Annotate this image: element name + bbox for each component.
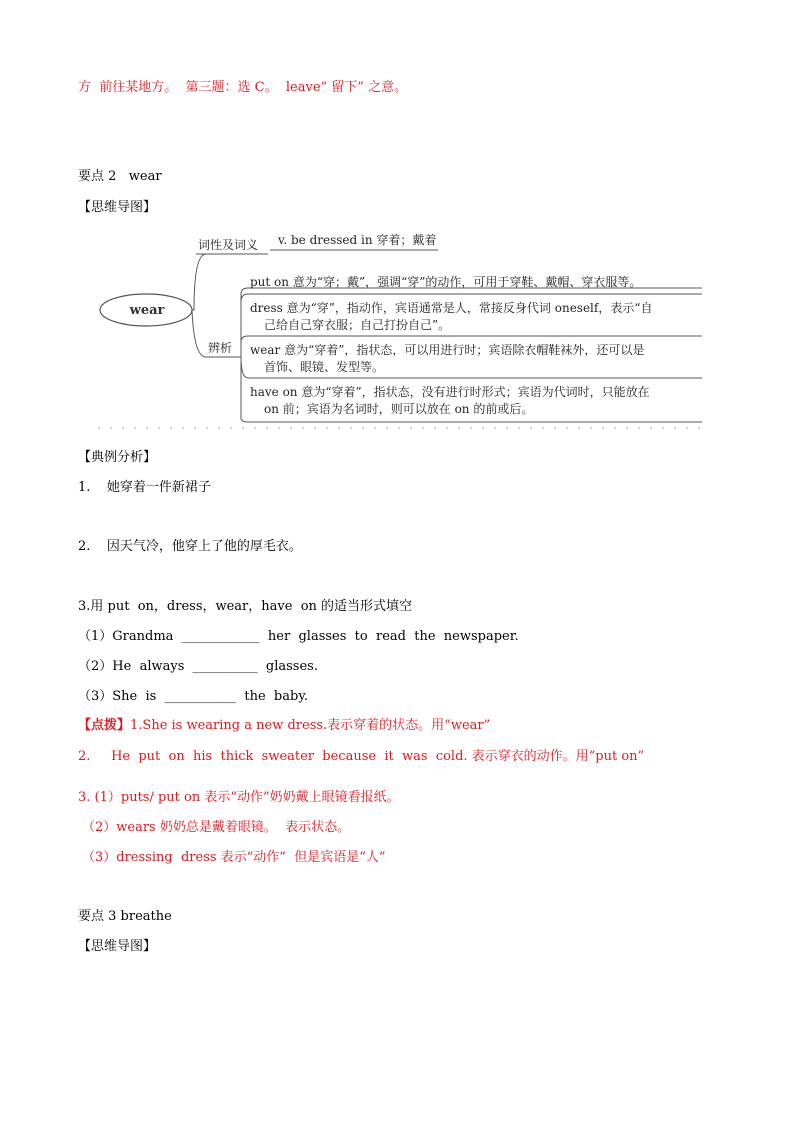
branch2-label: 辨析 <box>208 341 233 355</box>
example-q3-1: （1）Grandma ____________ her glasses to read the newspaper. <box>78 629 519 644</box>
item-wear-line2: 首饰、眼镜、发型等。 <box>264 360 385 374</box>
branch1-label: 词性及词义 <box>198 238 259 252</box>
top-answer-part2: 第三题：选 C。 <box>185 80 278 95</box>
tip-label: 【点拨】 <box>78 718 131 733</box>
example-q3-3: （3）She is ___________ the baby. <box>78 689 309 704</box>
example-q2: 2. 因天气冷，他穿上了他的厚毛衣。 <box>78 539 302 554</box>
answer-3: 3. (1）puts/ put on 表示“动作”奶奶戴上眼镜看报纸。 <box>78 790 400 805</box>
example-q3: 3.用 put on，dress，wear，have on 的适当形式填空 <box>78 599 413 614</box>
branch1-content: v. be dressed in 穿着；戴着 <box>278 233 437 247</box>
top-answer-part1: 方 前往某地方。 <box>78 80 178 95</box>
answer-3-3: （3）dressing dress 表示“动作” 但是宾语是“人” <box>82 850 386 865</box>
item-put-on-line1: put on 意为“穿；戴”，强调“穿”的动作，可用于穿鞋、戴帽、穿衣服等。 <box>250 275 642 289</box>
top-answer-part3: leave“ 留下” 之意。 <box>285 80 408 95</box>
top-answer-line <box>78 79 407 97</box>
item-have-on-line1: have on 意为“穿着”，指状态，没有进行时形式；宾语为代词时，只能放在 <box>250 385 650 399</box>
item-wear-line1: wear 意为“穿着”，指状态，可以用进行时；宾语除衣帽鞋袜外，还可以是 <box>250 343 645 357</box>
wear-mindmap <box>98 232 704 432</box>
branch1-connector <box>192 254 206 310</box>
answer-1-line <box>78 717 490 735</box>
example-q3-2: （2）He always __________ glasses. <box>78 659 318 674</box>
answer-1: 1.She is wearing a new dress.表示穿着的状态。用“wear” <box>130 718 491 733</box>
item-have-on-line2: on 前；宾语为名词时，则可以放在 on 的前或后。 <box>264 402 534 416</box>
section-2-title: 要点 2 wear <box>78 169 162 184</box>
mindmap-center-label: wear <box>129 303 165 318</box>
branch2-connector <box>192 310 206 357</box>
section-3-mindmap-label: 【思维导图】 <box>78 939 157 954</box>
section-3-title: 要点 3 breathe <box>78 909 172 924</box>
example-q1: 1. 她穿着一件新裙子 <box>78 480 211 495</box>
item-dress-line2: 己给自己穿衣服；自己打扮自己”。 <box>264 318 451 332</box>
examples-heading: 【典例分析】 <box>78 450 157 465</box>
item-dress-line1: dress 意为“穿”，指动作，宾语通常是人，常接反身代词 oneself，表示“自 <box>250 301 653 315</box>
answer-2: 2. He put on his thick sweater because it was cold. 表示穿衣的动作。用“put on” <box>78 749 645 764</box>
section-2-mindmap-label: 【思维导图】 <box>78 200 157 215</box>
answer-3-2: （2）wears 奶奶总是戴着眼镜。 表示状态。 <box>82 820 351 835</box>
